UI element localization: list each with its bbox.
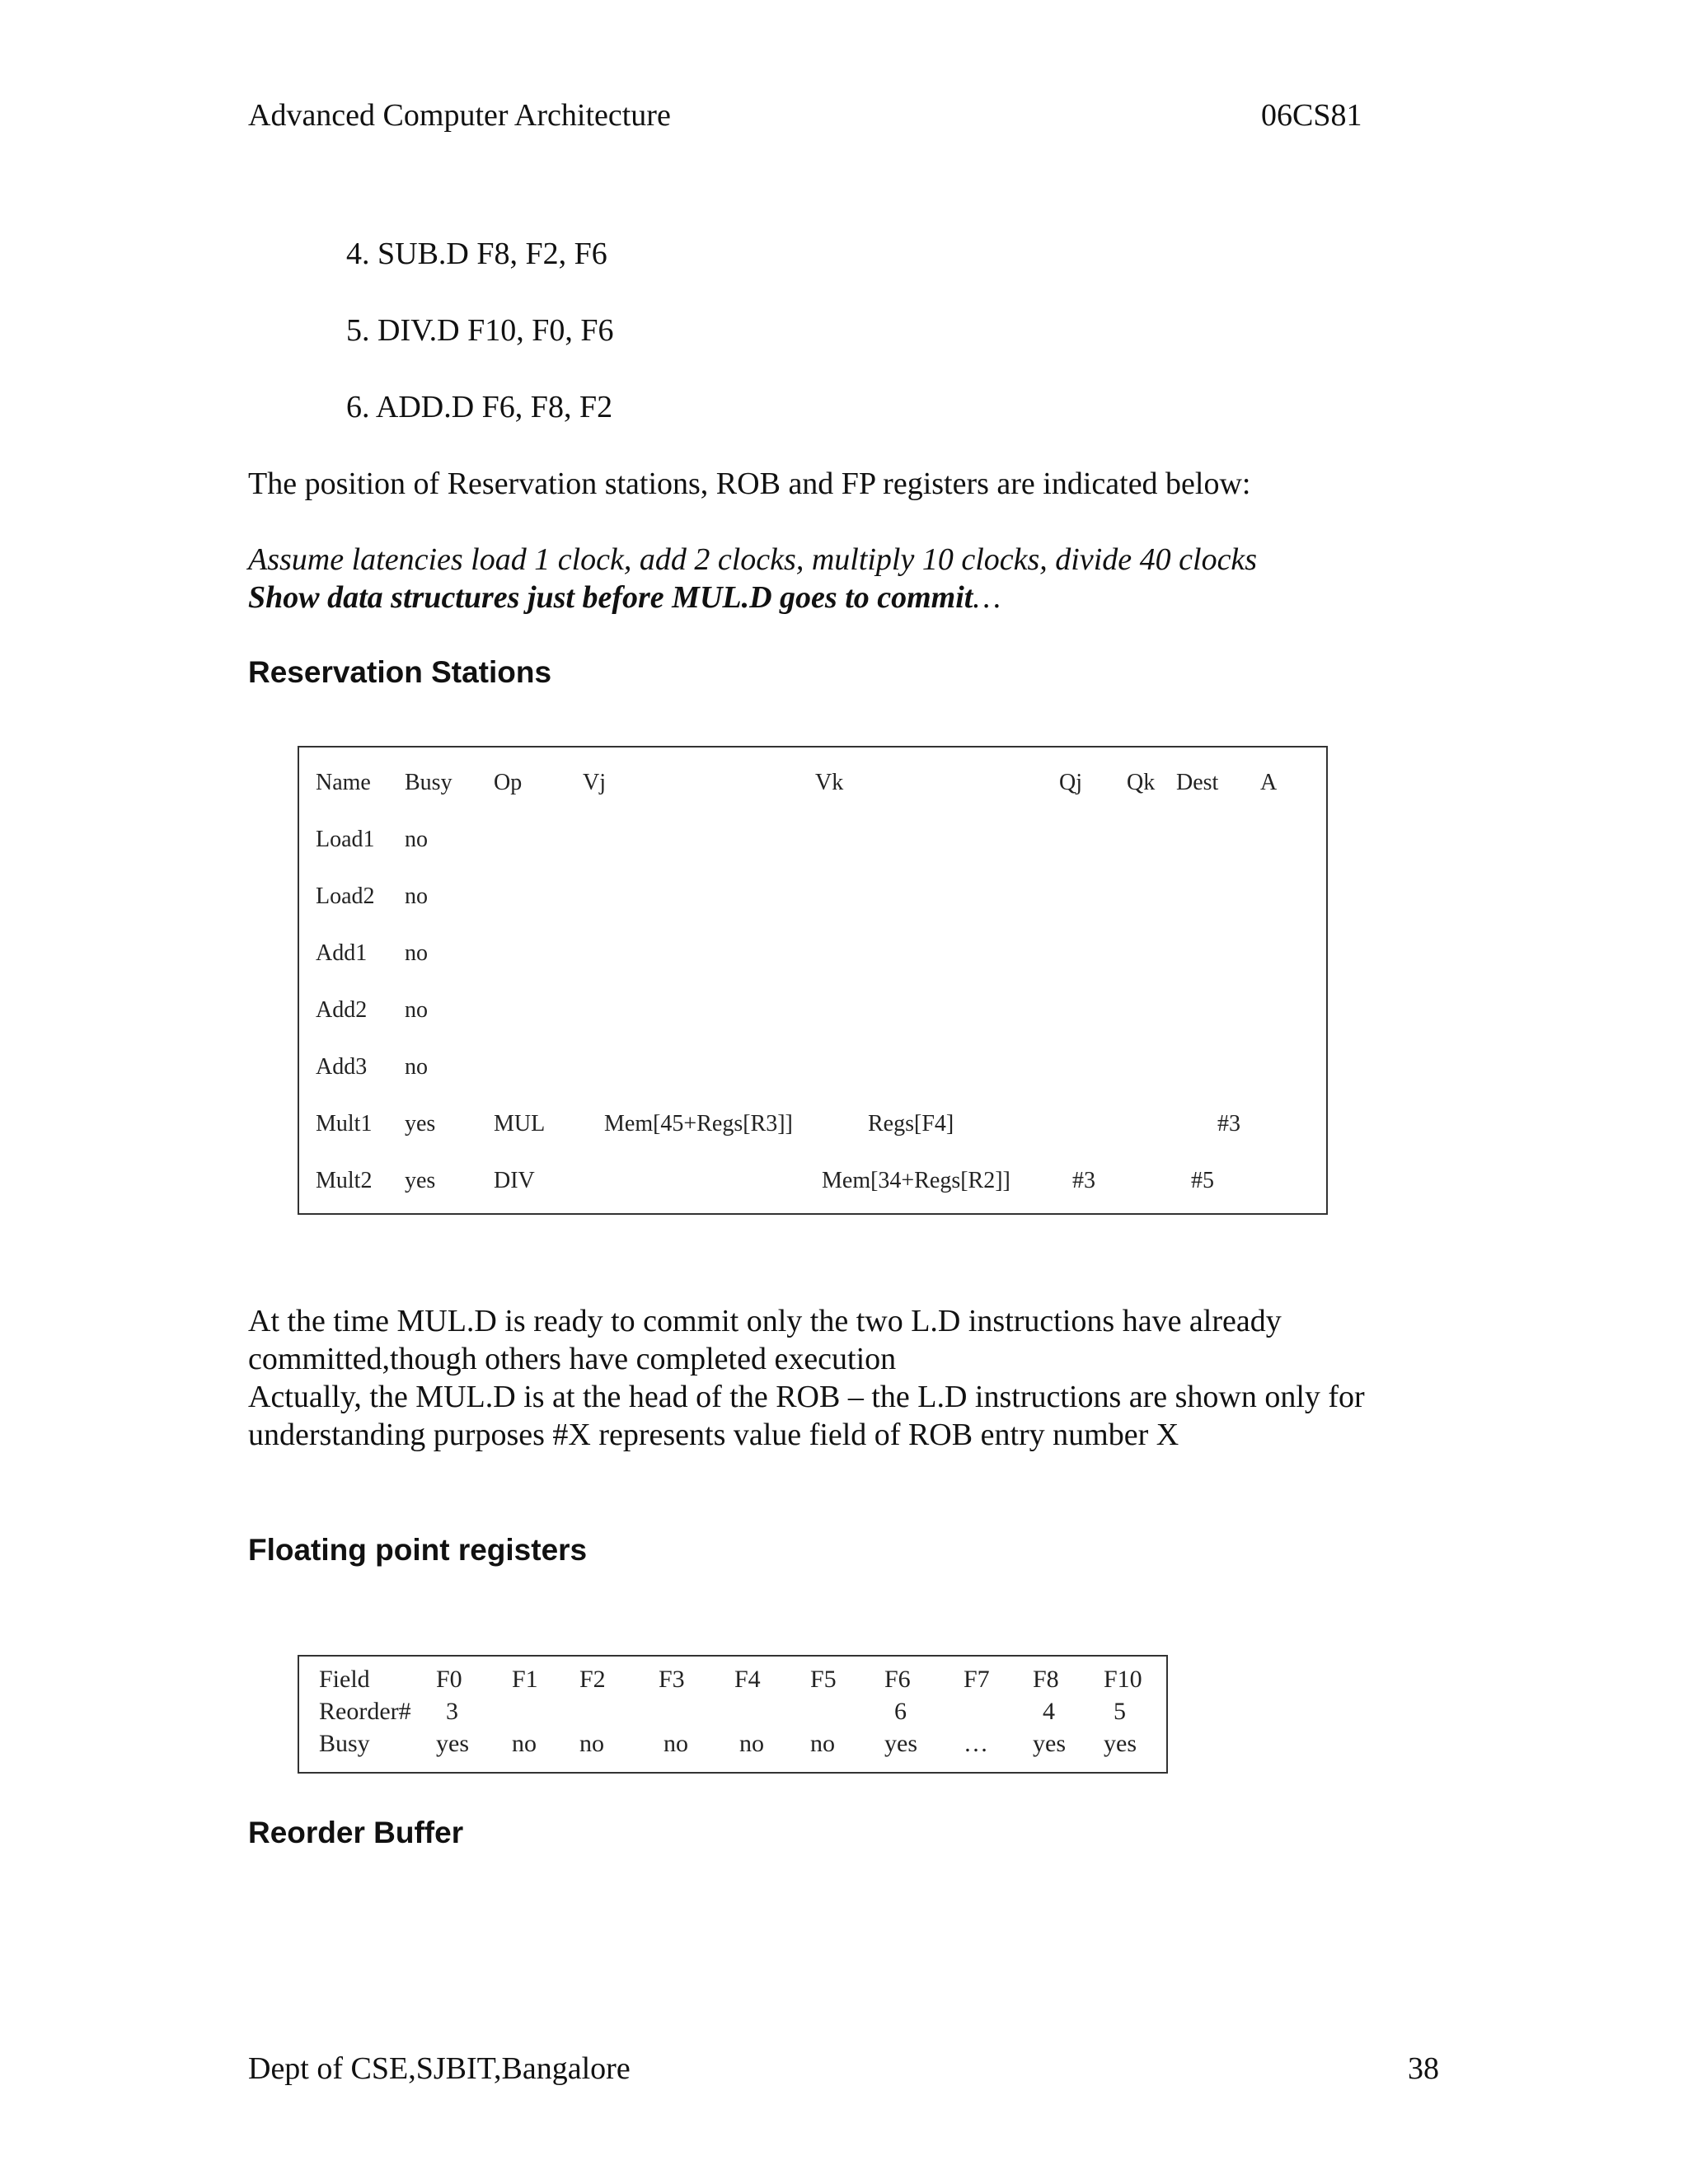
reservation-stations-table <box>316 754 1293 1209</box>
instruction-item: 6. ADD.D F6, F8, F2 <box>346 390 613 424</box>
table-cell: #3 <box>1217 1110 1240 1137</box>
table-cell: #5 <box>1191 1167 1214 1193</box>
row-label: Busy <box>319 1729 370 1757</box>
table-cell: F4 <box>734 1665 761 1693</box>
table-cell <box>810 1695 884 1727</box>
table-cell: MUL <box>494 1110 546 1137</box>
table-cell: F1 <box>512 1665 538 1693</box>
table-cell: no <box>405 826 428 852</box>
table-cell: F8 <box>1033 1665 1059 1693</box>
table-cell: Load1 <box>316 826 375 852</box>
column-header: Name <box>316 769 371 795</box>
table-cell: Load2 <box>316 883 375 909</box>
table-cell: yes <box>405 1110 436 1137</box>
column-header: Vk <box>815 769 844 795</box>
table-cell: yes <box>405 1167 436 1193</box>
table-cell: F2 <box>579 1665 606 1693</box>
table-cell: #3 <box>1072 1167 1095 1193</box>
footer-department: Dept of CSE,SJBIT,Bangalore <box>248 2051 631 2086</box>
table-cell: 6 <box>894 1697 907 1725</box>
table-cell: Regs[F4] <box>868 1110 954 1137</box>
table-row <box>316 982 1293 1038</box>
column-header: Qk <box>1127 769 1156 795</box>
table-cell <box>512 1695 579 1727</box>
header-course-code: 06CS81 <box>1261 98 1362 133</box>
column-header: A <box>1260 769 1278 795</box>
table-header-row <box>316 754 1293 811</box>
table-cell: yes <box>884 1729 917 1757</box>
table-cell: F6 <box>884 1665 911 1693</box>
table-row <box>316 811 1293 868</box>
page-number: 38 <box>1408 2051 1439 2086</box>
table-row <box>316 1095 1293 1152</box>
column-header: Op <box>494 769 523 795</box>
table-cell: yes <box>436 1729 469 1757</box>
table-row <box>316 1152 1293 1209</box>
table-cell: yes <box>1033 1729 1066 1757</box>
column-header: Dest <box>1176 769 1219 795</box>
table-cell: Mem[34+Regs[R2]] <box>822 1167 1010 1193</box>
column-header: Busy <box>405 769 452 795</box>
table-cell <box>1059 1095 1127 1152</box>
table-cell: Add3 <box>316 1053 368 1080</box>
table-cell <box>1260 1095 1293 1152</box>
table-row <box>316 925 1293 982</box>
show-ellipsis: … <box>973 580 1001 615</box>
table-cell: Add1 <box>316 940 368 966</box>
table-cell <box>1260 1152 1293 1209</box>
table-cell: F10 <box>1104 1665 1142 1693</box>
reservation-stations-box <box>298 746 1328 1215</box>
row-label: Reorder# <box>319 1697 411 1725</box>
table-cell <box>1127 1152 1176 1209</box>
column-header: Vj <box>583 769 606 795</box>
table-cell <box>579 1695 659 1727</box>
fp-registers-box <box>298 1655 1168 1774</box>
table-cell: 5 <box>1114 1697 1126 1725</box>
table-cell: DIV <box>494 1167 535 1193</box>
heading-floating-point-registers: Floating point registers <box>248 1533 588 1567</box>
table-cell: yes <box>1104 1729 1137 1757</box>
table-row <box>319 1663 1153 1695</box>
table-cell <box>583 1152 812 1209</box>
table-cell <box>1127 1095 1176 1152</box>
table-row <box>319 1695 1153 1727</box>
table-row <box>316 1038 1293 1095</box>
table-cell <box>734 1695 810 1727</box>
table-cell: F5 <box>810 1665 837 1693</box>
show-line <box>248 579 1451 616</box>
show-text: Show data structures just before MUL.D goes to commit <box>248 580 973 615</box>
table-cell: no <box>663 1729 688 1757</box>
column-header: Qj <box>1059 769 1082 795</box>
table-cell <box>964 1695 1033 1727</box>
instruction-item: 4. SUB.D F8, F2, F6 <box>346 237 607 271</box>
table-cell: F3 <box>659 1665 685 1693</box>
instruction-item: 5. DIV.D F10, F0, F6 <box>346 313 614 348</box>
table-cell: no <box>512 1729 537 1757</box>
table-cell: F7 <box>964 1665 990 1693</box>
rob-head-paragraph: Actually, the MUL.D is at the head of the ROB – the L.D instructions are shown only for understanding purposes #X represents value field of ROB entry number X <box>248 1380 1365 1452</box>
assumption-line: Assume latencies load 1 clock, add 2 clocks, multiply 10 clocks, divide 40 clocks <box>248 542 1258 577</box>
row-label: Field <box>319 1665 370 1693</box>
table-row <box>316 868 1293 925</box>
table-row <box>319 1727 1153 1760</box>
fp-registers-table <box>319 1663 1153 1760</box>
intro-paragraph: The position of Reservation stations, ROB and FP registers are indicated below: <box>248 466 1251 501</box>
table-cell: no <box>405 1053 428 1080</box>
table-cell: 4 <box>1043 1697 1055 1725</box>
table-cell <box>659 1695 734 1727</box>
header-course-title: Advanced Computer Architecture <box>248 98 671 133</box>
table-cell: no <box>405 940 428 966</box>
table-cell: no <box>405 883 428 909</box>
table-cell: F0 <box>436 1665 462 1693</box>
table-cell: … <box>964 1729 988 1757</box>
heading-reorder-buffer: Reorder Buffer <box>248 1816 464 1849</box>
table-cell: no <box>810 1729 835 1757</box>
table-cell: Mult1 <box>316 1110 373 1137</box>
table-cell: Mem[45+Regs[R3]] <box>604 1110 793 1137</box>
heading-reservation-stations: Reservation Stations <box>248 655 552 689</box>
table-cell: Add2 <box>316 996 368 1023</box>
table-cell: 3 <box>446 1697 458 1725</box>
table-cell: no <box>579 1729 604 1757</box>
table-cell: no <box>405 996 428 1023</box>
table-cell: Mult2 <box>316 1167 373 1193</box>
commit-paragraph: At the time MUL.D is ready to commit only the two L.D instructions have already committed,though others have completed execution <box>248 1304 1282 1376</box>
table-cell: no <box>739 1729 764 1757</box>
